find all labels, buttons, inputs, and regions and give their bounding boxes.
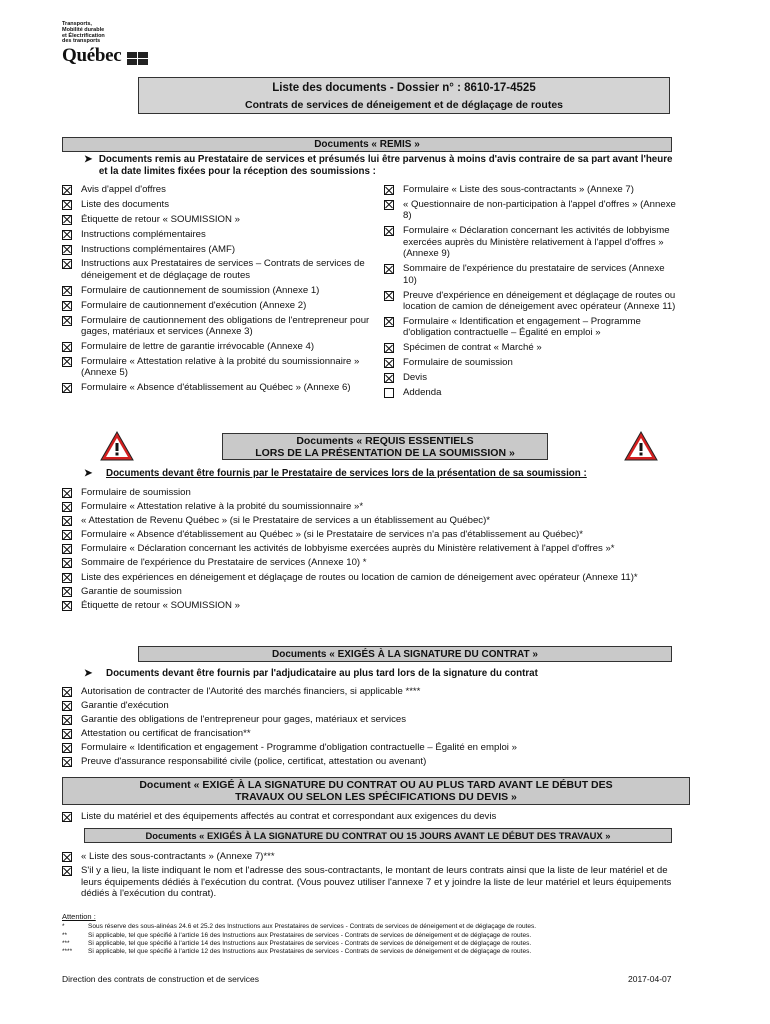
checked-checkbox-icon	[62, 601, 72, 611]
checklist-item	[384, 316, 676, 339]
footer-date: 2017-04-07	[628, 974, 672, 984]
checklist-item	[62, 700, 690, 712]
footnote-mark: ****	[62, 947, 73, 955]
checklist-item	[384, 199, 676, 222]
checked-checkbox-icon	[62, 383, 72, 393]
checklist-item-text: Instructions complémentaires (AMF)	[81, 243, 236, 255]
checklist-item-text: Formulaire de soumission	[81, 487, 191, 498]
checked-checkbox-icon	[62, 342, 72, 352]
footnote-text: Si applicable, tel que spécifié à l'article 14 des Instructions aux Prestataires de services - Contrats de services de déneigement et de déglaçage de routes.	[88, 939, 532, 947]
checklist-item	[62, 529, 690, 541]
footnote-mark: *	[62, 923, 65, 931]
checklist-item-text: Attestation ou certificat de francisation**	[81, 728, 251, 740]
checklist-item	[62, 714, 690, 726]
checklist-item	[62, 258, 374, 281]
checklist-item-text: Formulaire « Identification et engagement - Programme d'obligation contractuelle – Égalité en emploi »	[81, 742, 517, 754]
checklist-item-text: Formulaire « Identification et engagement – Programme d'obligation contractuelle – Égalité en emploi »	[403, 315, 641, 339]
footer-direction: Direction des contrats de construction et de services	[62, 974, 260, 984]
checklist-item-text: Autorisation de contracter de l'Autorité des marchés financiers, si applicable ****	[81, 686, 421, 697]
checked-checkbox-icon	[62, 357, 72, 367]
footnote-mark: **	[62, 931, 68, 939]
checklist-item-text: Instructions aux Prestataires de services – Contrats de services de déneigement et de déglaçage de routes	[81, 258, 365, 281]
empty-checkbox-icon	[384, 388, 394, 398]
footnote-text: Si applicable, tel que spécifié à l'article 16 des Instructions aux Prestataires de services - Contrats de services de déneigement et de déglaçage de routes.	[88, 931, 532, 939]
checklist-item-text: Formulaire de cautionnement d'exécution (Annexe 2)	[81, 299, 307, 311]
checked-checkbox-icon	[62, 812, 72, 822]
warning-triangle-icon	[100, 431, 134, 461]
checklist-item-text: Preuve d'expérience en déneigement et déglaçage de routes ou location de camion de déneigement avec opérateur (Annexe 11)	[403, 289, 676, 313]
signature-list	[62, 686, 690, 771]
document-subtitle: Contrats de services de déneigement et de déglaçage de routes	[244, 98, 564, 111]
checklist-item-text: Addenda	[403, 387, 442, 399]
footnote-mark: ***	[62, 939, 70, 947]
checked-checkbox-icon	[62, 544, 72, 554]
checklist-item	[62, 285, 374, 297]
section-header-requis	[222, 433, 548, 460]
checklist-item	[62, 315, 374, 338]
arrow-bullet-icon: ➤	[84, 668, 93, 679]
checklist-item	[62, 572, 690, 584]
requis-header-line: LORS DE LA PRÉSENTATION DE LA SOUMISSION »	[255, 447, 515, 460]
checked-checkbox-icon	[62, 215, 72, 225]
checklist-item-text: Formulaire « Liste des sous-contractants » (Annexe 7)	[403, 184, 634, 195]
checked-checkbox-icon	[62, 259, 72, 269]
checklist-item-text: Liste du matériel et des équipements affectés au contrat et correspondant aux exigences du devis	[81, 811, 497, 822]
checklist-item-text: Garantie de soumission	[81, 585, 182, 597]
checked-checkbox-icon	[62, 286, 72, 296]
requis-header-line: Documents « REQUIS ESSENTIELS	[296, 435, 474, 447]
checked-checkbox-icon	[384, 264, 394, 274]
checked-checkbox-icon	[384, 185, 394, 195]
checklist-item-text: Devis	[403, 372, 427, 384]
checklist-item-text: « Attestation de Revenu Québec » (si le Prestataire de services a un établissement au Québec)*	[81, 515, 491, 527]
checklist-item-text: Formulaire « Attestation relative à la probité du soumissionnaire »*	[81, 501, 364, 513]
fleur-de-lis-flag-icon	[127, 52, 149, 65]
signature-intro-text: Documents devant être fournis par l'adjudicataire au plus tard lors de la signature du contrat	[106, 668, 538, 679]
signature-intro	[84, 668, 684, 680]
checked-checkbox-icon	[62, 852, 72, 862]
checked-checkbox-icon	[62, 729, 72, 739]
requis-intro	[84, 468, 684, 480]
checked-checkbox-icon	[62, 558, 72, 568]
requis-list	[62, 487, 690, 614]
checklist-item	[62, 865, 690, 900]
section-header-signature: Documents « EXIGÉS À LA SIGNATURE DU CONTRAT »	[138, 646, 672, 662]
section-header-remis: Documents « REMIS »	[62, 137, 672, 152]
checked-checkbox-icon	[62, 573, 72, 583]
checklist-item-text: Avis d'appel d'offres	[81, 184, 166, 195]
logo-ministry-name	[62, 22, 149, 45]
checklist-item	[384, 387, 676, 399]
checklist-item	[62, 356, 374, 379]
checked-checkbox-icon	[62, 502, 72, 512]
checklist-item-text: Spécimen de contrat « Marché »	[403, 342, 542, 354]
quebec-logo	[62, 22, 149, 68]
checked-checkbox-icon	[384, 200, 394, 210]
checklist-item	[62, 244, 374, 256]
checklist-item	[62, 501, 690, 513]
checklist-item-text: Formulaire de lettre de garantie irrévocable (Annexe 4)	[81, 341, 315, 353]
section-header-avant-debut	[62, 777, 690, 805]
avant-debut-list	[62, 811, 690, 825]
checklist-item	[62, 756, 690, 768]
checklist-item	[62, 199, 374, 211]
requis-intro-text: Documents devant être fournis par le Prestataire de services lors de la présentation de sa soumission :	[106, 468, 587, 479]
arrow-bullet-icon: ➤	[84, 468, 93, 479]
checked-checkbox-icon	[62, 715, 72, 725]
checklist-item-text: S'il y a lieu, la liste indiquant le nom et l'adresse des sous-contractants, le montant de leurs contrats ainsi que la liste de leur matériel et de leurs équipements dédiés à l'exécution du contrat. (Vous pouvez utiliser l'annexe 7 et y joindre la liste de leur matériel et leurs équipements dédiés à l'exécution du contrat).	[81, 865, 672, 900]
checklist-item	[62, 341, 374, 353]
avant-debut-header-line: Document « EXIGÉ À LA SIGNATURE DU CONTRAT OU AU PLUS TARD AVANT LE DÉBUT DES	[139, 779, 613, 791]
quinze-jours-list	[62, 851, 690, 902]
checklist-item	[62, 586, 690, 598]
checklist-item-text: Formulaire de soumission	[403, 357, 513, 369]
remis-list-right	[384, 184, 676, 402]
logo-line: et Électrification	[62, 32, 105, 39]
checklist-item	[384, 290, 676, 313]
checked-checkbox-icon	[62, 587, 72, 597]
checked-checkbox-icon	[62, 488, 72, 498]
checklist-item	[62, 214, 374, 226]
warning-triangle-icon	[624, 431, 658, 461]
checked-checkbox-icon	[384, 373, 394, 383]
footnote-text: Sous réserve des sous-alinéas 24.6 et 25.2 des Instructions aux Prestataires de services - Contrats de services de déneigement et de déglaçage de routes.	[88, 923, 537, 931]
attention-label: Attention :	[62, 912, 96, 921]
logo-line: des transports	[62, 38, 101, 45]
logo-line: Transports,	[62, 21, 92, 27]
checked-checkbox-icon	[62, 530, 72, 540]
checklist-item	[62, 728, 690, 740]
checklist-item-text: Instructions complémentaires	[81, 228, 206, 240]
checklist-item-text: Formulaire de cautionnement des obligations de l'entrepreneur pour gages, matériaux et services (Annexe 3)	[81, 314, 370, 338]
checklist-item	[62, 686, 690, 698]
attention-notes	[62, 912, 682, 956]
arrow-bullet-icon: ➤	[84, 154, 93, 165]
checklist-item-text: Formulaire « Déclaration concernant les activités de lobbyisme exercées auprès du Ministère relativement à l'appel d'offres » (Annexe 9)	[403, 225, 670, 260]
checked-checkbox-icon	[62, 185, 72, 195]
checked-checkbox-icon	[62, 245, 72, 255]
checklist-item	[384, 342, 676, 354]
remis-intro	[84, 154, 674, 178]
checklist-item-text: Preuve d'assurance responsabilité civile (police, certificat, attestation ou avenant)	[81, 756, 427, 768]
document-title-box	[138, 77, 670, 114]
checklist-item-text: Sommaire de l'expérience du prestataire de services (Annexe 10)	[403, 263, 665, 286]
checked-checkbox-icon	[62, 866, 72, 876]
footnote	[62, 948, 682, 956]
footnote-text: Si applicable, tel que spécifié à l'article 12 des Instructions aux Prestataires de services - Contrats de services de déneigement et de déglaçage de routes.	[88, 947, 532, 955]
checklist-item-text: Garantie d'exécution	[81, 700, 169, 712]
checked-checkbox-icon	[384, 317, 394, 327]
checked-checkbox-icon	[62, 200, 72, 210]
checklist-item	[384, 263, 676, 286]
checklist-item-text: « Questionnaire de non-participation à l'appel d'offres » (Annexe 8)	[403, 198, 676, 222]
checked-checkbox-icon	[62, 701, 72, 711]
checklist-item	[384, 184, 676, 196]
checklist-item	[62, 229, 374, 241]
logo-quebec-text: Québec	[62, 45, 122, 67]
checked-checkbox-icon	[384, 358, 394, 368]
checklist-item	[384, 225, 676, 260]
checklist-item-text: Formulaire de cautionnement de soumission (Annexe 1)	[81, 284, 320, 296]
checked-checkbox-icon	[62, 757, 72, 767]
checklist-item-text: « Liste des sous-contractants » (Annexe 7)***	[81, 851, 275, 862]
checklist-item	[62, 487, 690, 499]
checked-checkbox-icon	[62, 301, 72, 311]
checklist-item-text: Formulaire « Absence d'établissement au Québec » (Annexe 6)	[81, 382, 351, 394]
checklist-item-text: Formulaire « Attestation relative à la probité du soumissionnaire » (Annexe 5)	[81, 355, 360, 379]
checklist-item	[62, 851, 690, 863]
checklist-item	[62, 742, 690, 754]
checked-checkbox-icon	[62, 743, 72, 753]
checklist-item-text: Liste des documents	[81, 198, 169, 210]
checklist-item	[62, 811, 690, 823]
checklist-item	[384, 357, 676, 369]
checklist-item	[62, 543, 690, 555]
footnote	[62, 923, 682, 931]
checked-checkbox-icon	[384, 226, 394, 236]
checklist-item	[384, 372, 676, 384]
remis-intro-text: Documents remis au Prestataire de services et présumés lui être parvenus à moins d'avis contraire de sa part avant l'heure et la date limites fixées pour la réception des soumissions :	[98, 154, 673, 177]
checklist-item	[62, 557, 690, 569]
checklist-item	[62, 382, 374, 394]
checked-checkbox-icon	[62, 316, 72, 326]
checklist-item-text: Formulaire « Déclaration concernant les activités de lobbyisme exercées auprès du Ministère relativement à l'appel d'offres »*	[81, 543, 615, 555]
checklist-item-text: Sommaire de l'expérience du Prestataire de services (Annexe 10) *	[81, 557, 367, 569]
checklist-item	[62, 184, 374, 196]
footnote-list	[62, 923, 682, 956]
footnote	[62, 932, 682, 940]
avant-debut-header-line: TRAVAUX OU SELON LES SPÉCIFICATIONS DU DEVIS »	[235, 791, 517, 804]
checklist-item	[62, 515, 690, 527]
checklist-item	[62, 300, 374, 312]
footnote	[62, 940, 682, 948]
checked-checkbox-icon	[384, 343, 394, 353]
checklist-item-text: Étiquette de retour « SOUMISSION »	[81, 213, 240, 225]
logo-line: Mobilité durable	[62, 26, 105, 33]
checklist-item-text: Liste des expériences en déneigement et déglaçage de routes ou location de camion de déneigement avec opérateur (Annexe 11)*	[81, 571, 638, 583]
checked-checkbox-icon	[62, 687, 72, 697]
document-title: Liste des documents - Dossier n° : 8610-17-4525	[272, 82, 536, 94]
remis-list-left	[62, 184, 374, 397]
checklist-item-text: Formulaire « Absence d'établissement au Québec » (si le Prestataire de services n'a pas d'établissement au Québec)*	[81, 529, 583, 541]
checklist-item-text: Garantie des obligations de l'entrepreneur pour gages, matériaux et services	[81, 714, 407, 726]
checklist-item-text: Étiquette de retour « SOUMISSION »	[81, 599, 240, 611]
checked-checkbox-icon	[62, 516, 72, 526]
checked-checkbox-icon	[62, 230, 72, 240]
section-header-quinze-jours: Documents « EXIGÉS À LA SIGNATURE DU CONTRAT OU 15 JOURS AVANT LE DÉBUT DES TRAVAUX »	[84, 828, 672, 843]
checklist-item	[62, 600, 690, 612]
checked-checkbox-icon	[384, 291, 394, 301]
